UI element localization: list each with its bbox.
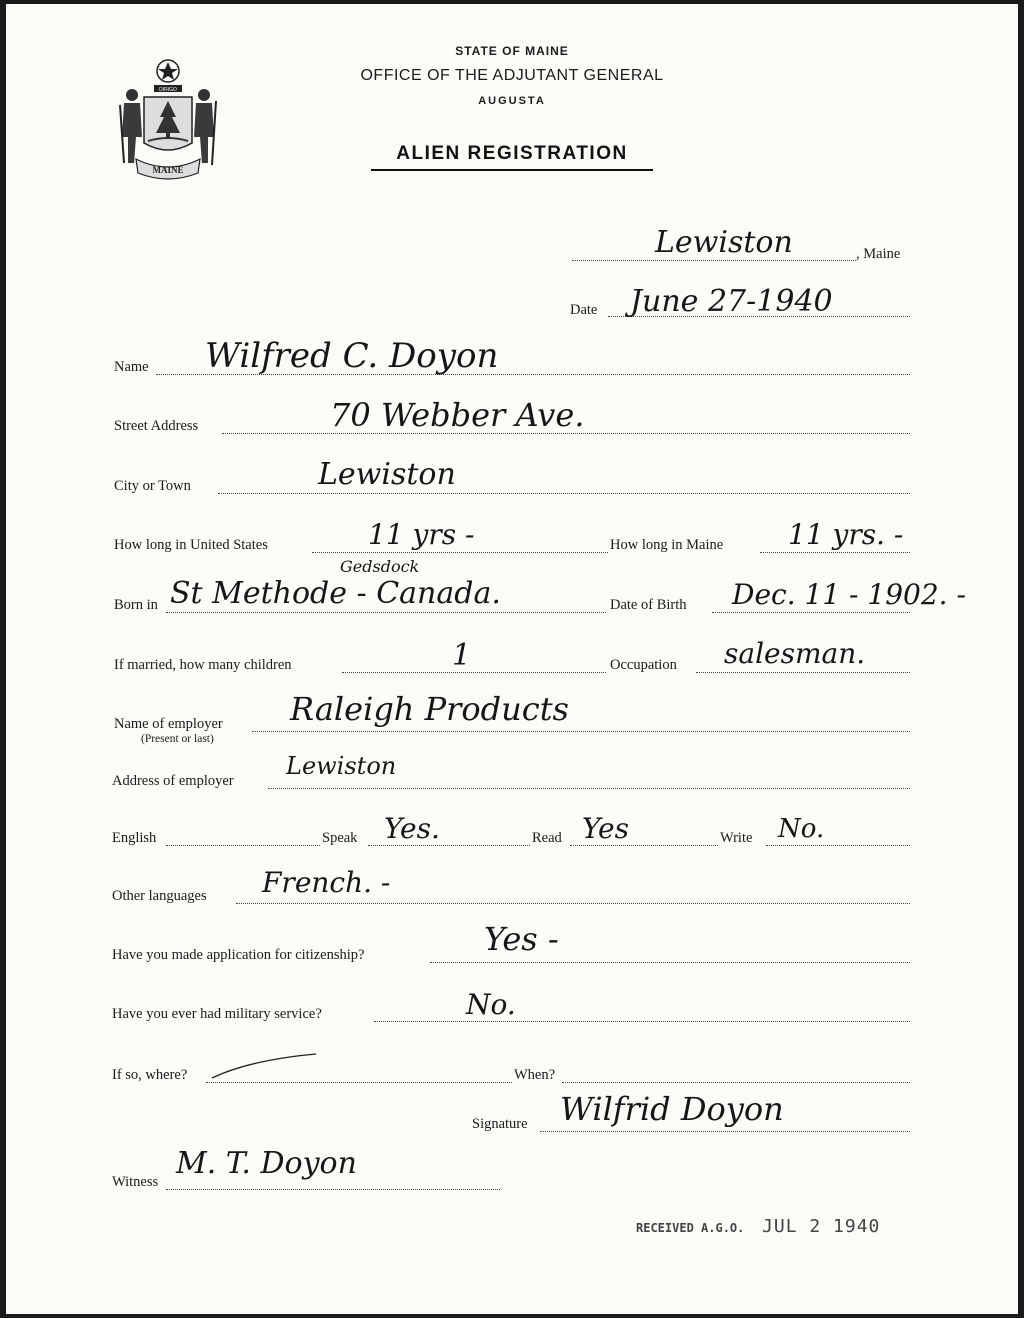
speak-entry: Yes. xyxy=(384,812,440,845)
if-so-where-label: If so, where? xyxy=(112,1067,188,1083)
state-heading: STATE OF MAINE xyxy=(455,44,569,58)
witness-label: Witness xyxy=(112,1174,159,1190)
other-languages-label: Other languages xyxy=(112,888,207,904)
date-of-birth-label: Date of Birth xyxy=(610,597,687,613)
employer-sublabel: (Present or last) xyxy=(141,733,214,745)
street-address-entry: 70 Webber Ave. xyxy=(330,396,585,434)
received-stamp-date: JUL 2 1940 xyxy=(762,1216,881,1237)
read-line xyxy=(570,845,718,846)
street-address-label: Street Address xyxy=(114,418,199,434)
witness-line xyxy=(166,1189,500,1190)
signature-line xyxy=(540,1131,910,1132)
town-entry: Lewiston xyxy=(655,225,793,260)
witness-entry: M. T. Doyon xyxy=(176,1146,357,1181)
children-label: If married, how many children xyxy=(114,657,292,673)
where-strike-mark xyxy=(210,1052,320,1082)
how-long-maine-entry: 11 yrs. - xyxy=(788,518,904,551)
city-or-town-label: City or Town xyxy=(114,478,191,494)
name-entry: Wilfred C. Doyon xyxy=(205,336,499,376)
military-line xyxy=(374,1021,910,1022)
children-line xyxy=(342,672,606,673)
write-label: Write xyxy=(720,830,753,846)
english-label: English xyxy=(112,830,157,846)
signature-label: Signature xyxy=(472,1116,528,1132)
speak-line xyxy=(368,845,530,846)
write-line xyxy=(766,845,910,846)
how-long-maine-label: How long in Maine xyxy=(610,537,724,553)
other-languages-line xyxy=(236,903,910,904)
employer-line xyxy=(252,731,910,732)
seal-banner: MAINE xyxy=(152,165,184,175)
read-label: Read xyxy=(532,830,562,846)
children-entry: 1 xyxy=(452,638,472,673)
born-in-line xyxy=(166,612,606,613)
employer-entry: Raleigh Products xyxy=(290,690,569,728)
maine-label: , Maine xyxy=(856,246,901,262)
occupation-label: Occupation xyxy=(610,657,677,673)
office-heading: OFFICE OF THE ADJUTANT GENERAL xyxy=(360,67,664,84)
when-label: When? xyxy=(514,1067,556,1083)
when-line xyxy=(562,1082,910,1083)
employer-address-entry: Lewiston xyxy=(286,752,397,780)
how-long-maine-line xyxy=(760,552,910,553)
born-in-insert: Gedsdock xyxy=(340,557,420,576)
employer-address-line xyxy=(268,788,910,789)
title-underline xyxy=(371,169,653,171)
received-stamp-label: RECEIVED A.G.O. xyxy=(636,1221,745,1235)
born-in-entry: St Methode - Canada. xyxy=(170,576,501,611)
how-long-us-label: How long in United States xyxy=(114,537,268,553)
employer-address-label: Address of employer xyxy=(112,773,234,789)
citizenship-entry: Yes - xyxy=(484,920,559,958)
citizenship-label: Have you made application for citizenship? xyxy=(112,947,365,963)
english-line xyxy=(166,845,320,846)
born-in-label: Born in xyxy=(114,597,158,613)
occupation-line xyxy=(696,672,910,673)
how-long-us-entry: 11 yrs - xyxy=(368,518,475,551)
employer-label: Name of employer xyxy=(114,716,223,732)
military-entry: No. xyxy=(466,988,516,1021)
date-of-birth-line xyxy=(712,612,910,613)
city-or-town-entry: Lewiston xyxy=(318,457,456,492)
if-so-where-line xyxy=(206,1082,512,1083)
signature-entry: Wilfrid Doyon xyxy=(560,1090,784,1128)
seal-motto: DIRIGO xyxy=(159,87,177,93)
city-heading: AUGUSTA xyxy=(478,95,546,107)
received-stamp xyxy=(636,1216,880,1237)
citizenship-line xyxy=(430,962,910,963)
name-label: Name xyxy=(114,359,149,375)
city-or-town-line xyxy=(218,493,910,494)
write-entry: No. xyxy=(778,814,825,844)
occupation-entry: salesman. xyxy=(724,637,866,670)
town-line xyxy=(572,260,856,261)
read-entry: Yes xyxy=(582,812,629,845)
form-title: ALIEN REGISTRATION xyxy=(396,143,628,164)
other-languages-entry: French. - xyxy=(262,866,391,899)
speak-label: Speak xyxy=(322,830,358,846)
date-of-birth-entry: Dec. 11 - 1902. - xyxy=(732,578,966,611)
date-label: Date xyxy=(570,302,598,318)
date-entry: June 27-1940 xyxy=(630,284,833,319)
military-label: Have you ever had military service? xyxy=(112,1006,322,1022)
how-long-us-line xyxy=(312,552,608,553)
